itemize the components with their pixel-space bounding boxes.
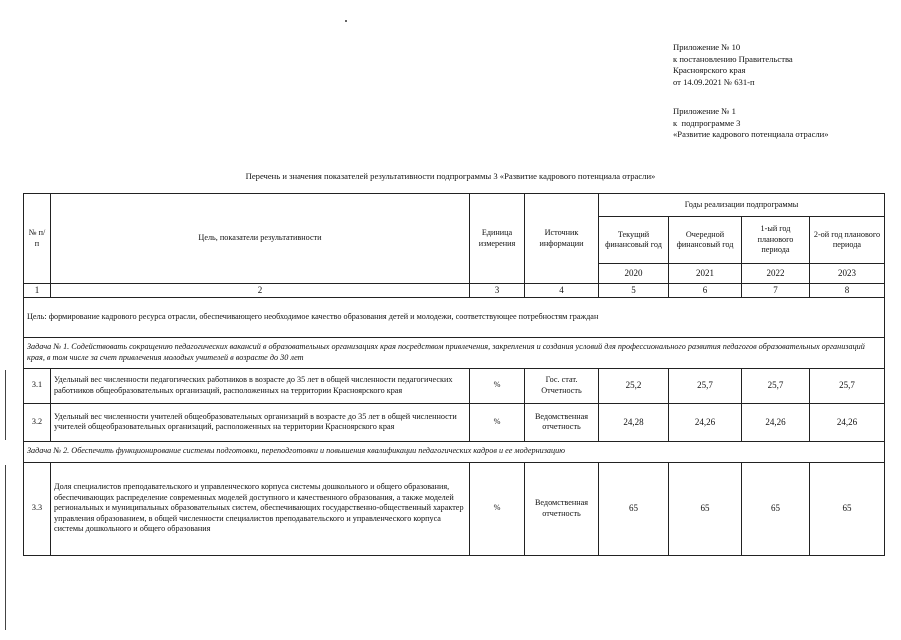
header-line: к подпрограмме 3 [673, 117, 741, 128]
task-1-row: Задача № 1. Содействовать сокращению педагогических вакансий в образовательных организациях края посредством привлечения, закрепления и создания условий для профессионального развития педагогов образовательных организаций края, в том числе за счет привлечения молодых учителей в возрасте до 30 лет [24, 337, 885, 368]
scan-margin-line [5, 465, 6, 630]
col-number: 8 [810, 284, 885, 298]
indicator-source: Ведомственная отчетность [525, 403, 599, 441]
value-2022: 65 [742, 462, 810, 555]
appendix-1-header [673, 106, 829, 141]
year-2021: 2021 [669, 264, 742, 284]
document-title: Перечень и значения показателей результативности подпрограммы 3 «Развитие кадрового потенциала отрасли» [245, 171, 656, 181]
col-source-header: Источник информации [525, 194, 599, 284]
col-number: 1 [24, 284, 51, 298]
value-2020: 25,2 [599, 368, 669, 403]
appendix-10-header [673, 42, 793, 88]
value-2020: 24,28 [599, 403, 669, 441]
scan-speck [345, 20, 347, 22]
year-header-current: Текущий финансовый год [599, 217, 669, 264]
scan-margin-line [5, 370, 6, 440]
value-2021: 24,26 [669, 403, 742, 441]
value-2022: 24,26 [742, 403, 810, 441]
col-number: 6 [669, 284, 742, 298]
table-row [24, 403, 885, 441]
row-number: 3.3 [24, 462, 51, 555]
goal-row: Цель: формирование кадрового ресурса отрасли, обеспечивающего необходимое качество образования детей и молодежи, соответствующее потребностям граждан [24, 297, 885, 337]
value-2021: 25,7 [669, 368, 742, 403]
header-line: Приложение № 10 [673, 42, 741, 52]
indicator-unit: % [470, 462, 525, 555]
header-line: к постановлению Правительства [673, 53, 793, 64]
year-header-plan1: 1-ый год планового периода [742, 217, 810, 264]
row-number: 3.1 [24, 368, 51, 403]
year-2023: 2023 [810, 264, 885, 284]
col-number: 5 [599, 284, 669, 298]
header-line: «Развитие кадрового потенциала отрасли» [673, 129, 829, 139]
value-2021: 65 [669, 462, 742, 555]
indicator-unit: % [470, 368, 525, 403]
col-no-header: № п/п [24, 194, 51, 284]
year-header-next: Очередной финансовый год [669, 217, 742, 264]
value-2023: 25,7 [810, 368, 885, 403]
col-number: 4 [525, 284, 599, 298]
indicator-name: Удельный вес численности педагогических работников в возрасте до 35 лет в общей численности педагогических работников общеобразовательных организаций, расположенных на территории Красноярского края [51, 368, 470, 403]
task-2-row: Задача № 2. Обеспечить функционирование системы подготовки, переподготовки и повышения квалификации педагогических кадров и ее модернизацию [24, 441, 885, 462]
table-row [24, 462, 885, 555]
value-2020: 65 [599, 462, 669, 555]
header-line: от 14.09.2021 № 631-п [673, 76, 755, 87]
indicator-name: Удельный вес численности учителей общеобразовательных организаций в возрасте до 35 лет в общей численности учителей общеобразовательных организаций, расположенных на территории Красноярского края [51, 403, 470, 441]
col-number: 7 [742, 284, 810, 298]
value-2022: 25,7 [742, 368, 810, 403]
row-number: 3.2 [24, 403, 51, 441]
value-2023: 65 [810, 462, 885, 555]
year-2020: 2020 [599, 264, 669, 284]
col-number: 3 [470, 284, 525, 298]
table-row [24, 368, 885, 403]
indicators-table [23, 193, 885, 556]
indicator-source: Гос. стат. Отчетность [525, 368, 599, 403]
col-years-group-header: Годы реализации подпрограммы [599, 194, 885, 217]
col-unit-header: Единица измерения [470, 194, 525, 284]
col-goal-header: Цель, показатели результативности [51, 194, 470, 284]
col-number: 2 [51, 284, 470, 298]
year-2022: 2022 [742, 264, 810, 284]
value-2023: 24,26 [810, 403, 885, 441]
header-line: Красноярского края [673, 65, 746, 75]
indicator-name: Доля специалистов преподавательского и управленческого корпуса системы дошкольного и общего образования, обеспечивающих распределение современных моделей доступного и качественного образования, а также моделей региональных и муниципальных образовательных систем, обеспечивающих государственно-общественный характер управления образованием, в общей численности специалистов преподавательского и управленческого корпуса системы дошкольного и общего образования [51, 462, 470, 555]
indicator-unit: % [470, 403, 525, 441]
indicator-source: Ведомственная отчетность [525, 462, 599, 555]
year-header-plan2: 2-ой год планового периода [810, 217, 885, 264]
header-line: Приложение № 1 [673, 106, 736, 116]
